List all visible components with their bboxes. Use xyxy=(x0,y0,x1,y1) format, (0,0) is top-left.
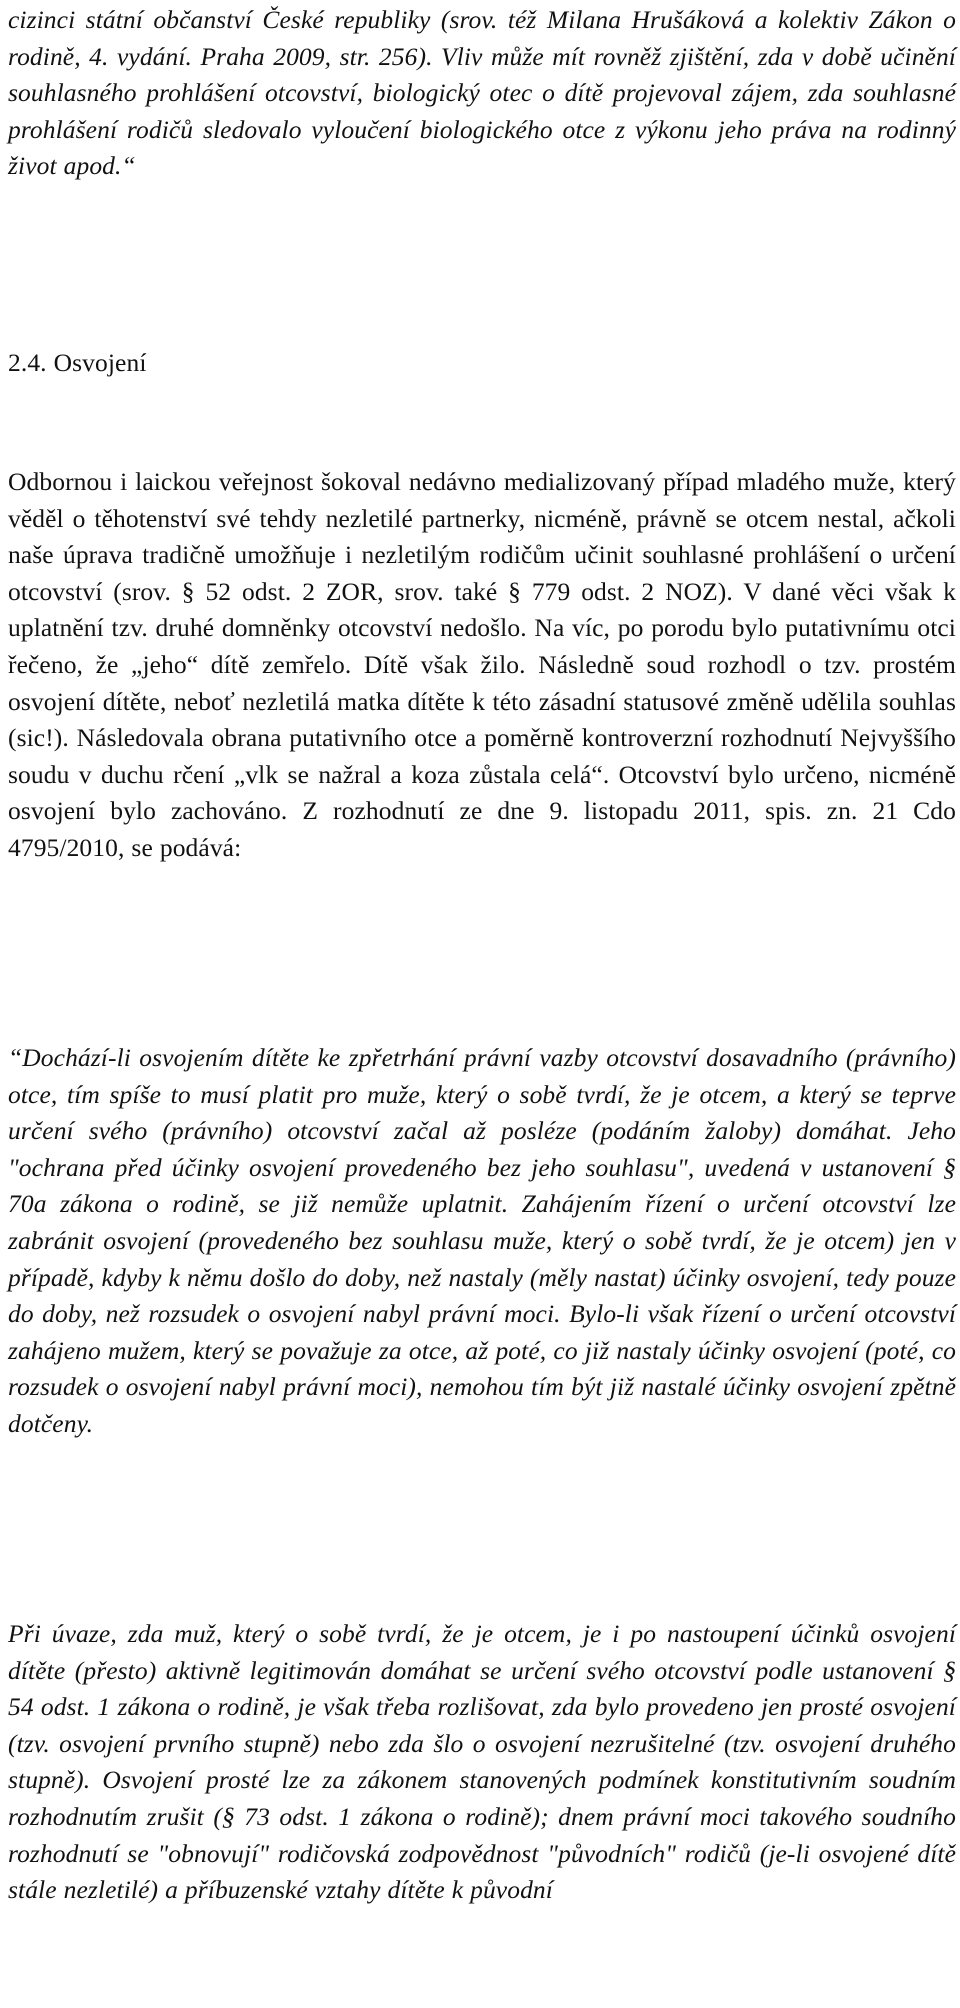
quote-paragraph-2: Při úvaze, zda muž, který o sobě tvrdí, že je otcem, je i po nastoupení účinků osvojení dítěte (přesto) aktivně legitimován domáhat se určení svého otcovství podle ustanovení § 54 odst. 1 zákona o rodině, je však třeba rozlišovat, zda bylo provedeno jen prosté osvojení (tzv. osvojení prvního stupně) nebo zda šlo o osvojení nezrušitelné (tzv. osvojení druhého stupně). Osvojení prosté lze za zákonem stanovených podmínek konstitutivním soudním rozhodnutím zrušit (§ 73 odst. 1 zákona o rodině); dnem právní moci takového soudního rozhodnutí se "obnovují" rodičovská zodpovědnost "původních" rodičů (je-li osvojené dítě stále nezletilé) a příbuzenské vztahy dítěte k původní xyxy=(8,1619,956,1905)
intro-paragraph: cizinci státní občanství České republiky (srov. též Milana Hrušáková a kolektiv Zákon o rodině, 4. vydání. Praha 2009, str. 256). Vliv může mít rovněž zjištění, zda v době učinění souhlasného prohlášení otcovství, biologický otec o dítě projevoval zájem, zda souhlasné prohlášení rodičů sledovalo vyloučení biologického otce z výkonu jeho práva na rodinný život apod.“ xyxy=(8,5,956,181)
quote-paragraph-1: “Dochází-li osvojením dítěte ke zpřetrhání právní vazby otcovství dosavadního (právního) otce, tím spíše to musí platit pro muže, který o sobě tvrdí, že je otcem, a který se teprve určení svého (právního) otcovství začal až posléze (podáním žaloby) domáhat. Jeho "ochrana před účinky osvojení provedeného bez jeho souhlasu", uvedená v ustanovení § 70a zákona o rodině, se již nemůže uplatnit. Zahájením řízení o určení otcovství lze zabránit osvojení (provedeného bez souhlasu muže, který o sobě tvrdí, že je otcem) jen v případě, kdyby k němu došlo do doby, než nastaly (měly nastat) účinky osvojení, tedy pouze do doby, než rozsudek o osvojení nabyl právní moci. Bylo-li však řízení o určení otcovství zahájeno mužem, který se považuje za otce, až poté, co již nastaly účinky osvojení (poté, co rozsudek o osvojení nabyl právní moci), nemohou tím být již nastalé účinky osvojení zpětně dotčeny. xyxy=(8,1043,956,1438)
body-paragraph: Odbornou i laickou veřejnost šokoval nedávno medializovaný případ mladého muže, který věděl o těhotenství své tehdy nezletilé partnerky, nicméně, právně se otcem nestal, ačkoli naše úprava tradičně umožňuje i nezletilým rodičům učinit souhlasné prohlášení o určení otcovství (srov. § 52 odst. 2 ZOR, srov. také § 779 odst. 2 NOZ). V dané věci však k uplatnění tzv. druhé domněnky otcovství nedošlo. Na víc, po porodu bylo putativnímu otci řečeno, že „jeho“ dítě zemřelo. Dítě však žilo. Následně soud rozhodl o tzv. prostém osvojení dítěte, neboť nezletilá matka dítěte k této zásadní statusové změně udělila souhlas (sic!). Následovala obrana putativního otce a poměrně kontroverzní rozhodnutí Nejvyššího soudu v duchu rčení „vlk se nažral a koza zůstala celá“. Otcovství bylo určeno, nicméně osvojení bylo zachováno. Z rozhodnutí ze dne 9. listopadu 2011, spis. zn. 21 Cdo 4795/2010, se podává: xyxy=(8,467,956,862)
section-heading: 2.4. Osvojení xyxy=(8,348,147,377)
